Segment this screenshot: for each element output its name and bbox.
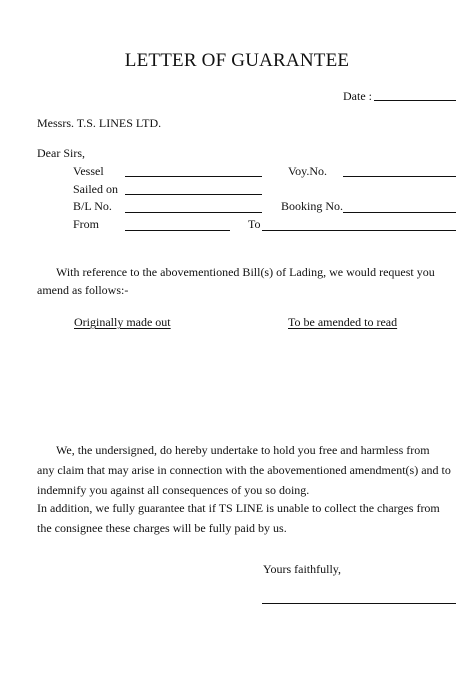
from-label: From (73, 217, 100, 231)
from-line (125, 230, 230, 231)
booking-no-label: Booking No. (281, 199, 344, 213)
date-line (374, 100, 456, 101)
voy-no-label: Voy.No. (288, 164, 328, 178)
intro-line-1: With reference to the abovementioned Bill(s) of Lading, we would request you (56, 265, 435, 279)
undertaking-line-5: the consignee these charges will be fully paid by us. (37, 521, 287, 535)
sailed-on-line (125, 194, 262, 195)
document-title: LETTER OF GUARANTEE (124, 50, 350, 71)
intro-line-2: amend as follows:- (37, 283, 129, 297)
to-be-amended-heading: To be amended to read (288, 315, 398, 329)
originally-made-out-heading: Originally made out (74, 315, 171, 329)
closing: Yours faithfully, (263, 562, 342, 576)
sailed-on-label: Sailed on (73, 182, 118, 196)
undertaking-line-4: In addition, we fully guarantee that if TS LINE is unable to collect the charges from (37, 501, 440, 515)
signature-line (262, 603, 456, 604)
bl-no-line (125, 212, 262, 213)
vessel-line (125, 176, 262, 177)
addressee: Messrs. T.S. LINES LTD. (37, 116, 162, 130)
voy-no-line (343, 176, 456, 177)
to-label: To (248, 217, 261, 231)
salutation: Dear Sirs, (37, 146, 85, 160)
undertaking-line-3: indemnify you against all consequences of you so doing. (37, 483, 310, 497)
vessel-label: Vessel (73, 164, 104, 178)
to-line (262, 230, 456, 231)
booking-no-line (343, 212, 456, 213)
undertaking-line-1: We, the undersigned, do hereby undertake to hold you free and harmless from (56, 443, 430, 457)
date-label: Date : (343, 89, 372, 103)
undertaking-line-2: any claim that may arise in connection with the abovementioned amendment(s) and to (37, 463, 451, 477)
bl-no-label: B/L No. (73, 199, 112, 213)
